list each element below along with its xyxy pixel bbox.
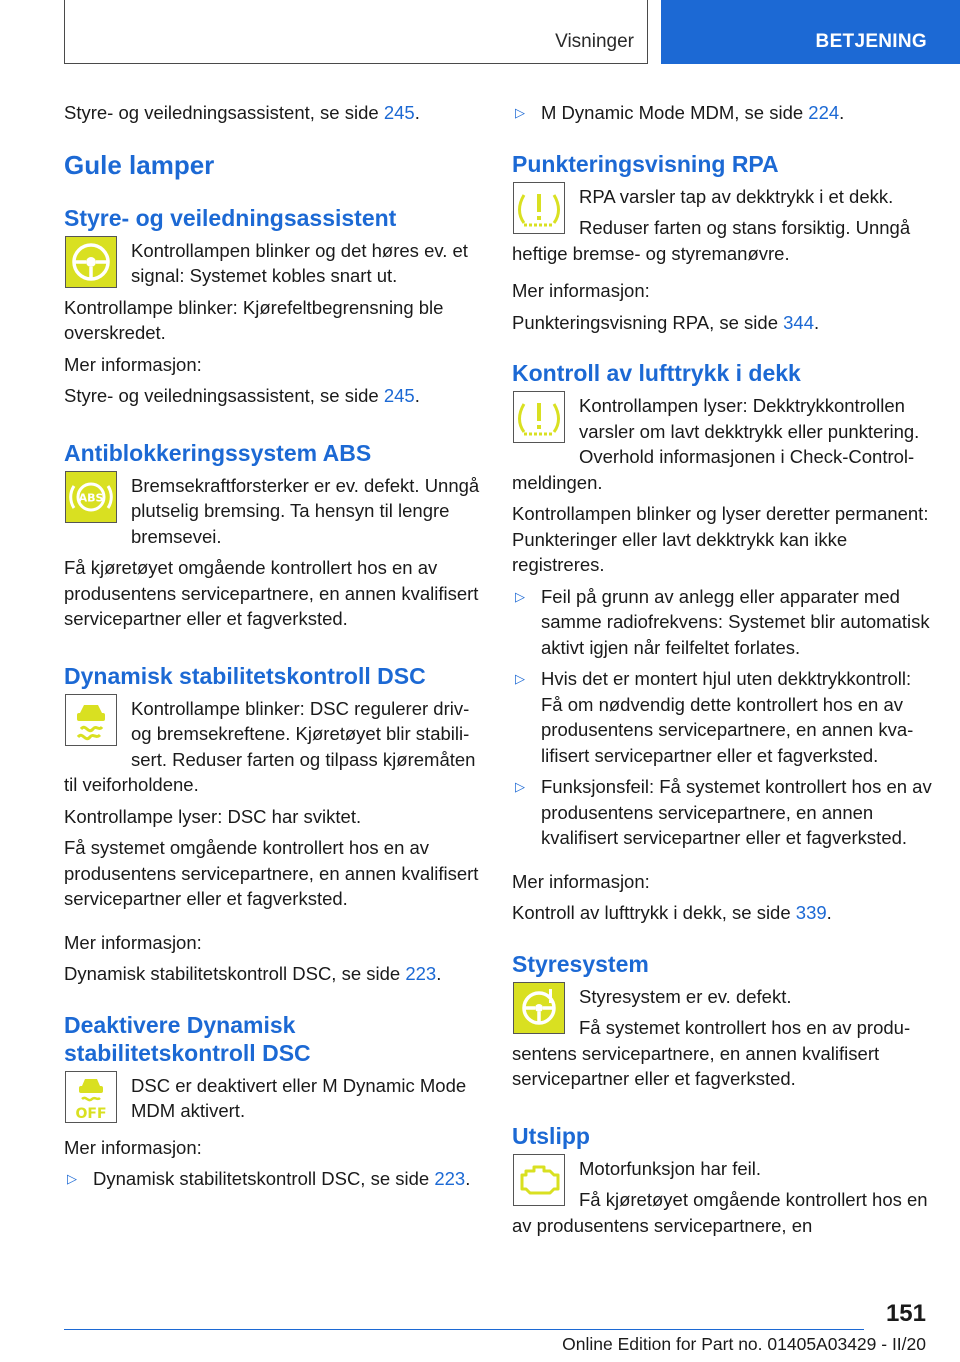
tire-pressure-bullet-2: ▷ Hvis det er montert hjul uten dekktrykkontroll: Få om nødvendig dette kontrollert hos en av produsentens servicepartnere, en annen kvalifisert servicepartner eller et fagverksted. xyxy=(515,668,914,766)
tire-pressure-page-link[interactable]: 339 xyxy=(795,902,827,923)
heading-emission: Utslipp xyxy=(512,1122,590,1149)
header-chapter-label: BETJENING xyxy=(815,31,927,52)
dsc-off-text-1: DSC er deaktivert eller M Dynamic Mode MDM aktivert. xyxy=(131,1074,467,1121)
bullet-triangle-icon: ▷ xyxy=(515,671,525,686)
header-section-label: Visninger xyxy=(555,31,634,52)
steering-assist-ref: Styre- og veiledningsassistent, se side 245. xyxy=(64,385,420,406)
tire-pressure-text-1: Kontrollampen lyser: Dekktrykkontrollen varsler om lavt dekktrykk eller punktering. Overhold informasjonen i Check-Control-meldingen. xyxy=(512,395,920,493)
svg-text:ABS: ABS xyxy=(78,491,104,504)
left-column xyxy=(64,100,482,1192)
abs-text-1: Bremsekraftforsterker er ev. defekt. Unngå plutselig bremsing. Ta hensyn til lengre bremsevei. xyxy=(131,474,480,547)
tire-pressure-bullet-3: ▷ Funksjonsfeil: Få systemet kontrollert hos en av produsentens servicepartnere, en annen kvalifisert servicepartner eller et fagverksted. xyxy=(515,776,932,848)
bullet-triangle-icon: ▷ xyxy=(67,1171,77,1186)
heading-dsc: Dynamisk stabilitetskontroll DSC xyxy=(64,662,426,689)
tire-pressure-ref: Kontroll av lufttrykk i dekk, se side 339. xyxy=(512,902,832,923)
steering-system-text-1: Styresystem er ev. defekt. xyxy=(579,985,792,1007)
mdm-bullet: ▷ M Dynamic Mode MDM, se side 224. xyxy=(512,100,932,126)
rpa-ref: Punkteringsvisning RPA, se side 344. xyxy=(512,311,820,333)
steering-assist-page-link[interactable]: 245 xyxy=(383,385,415,406)
page-number: 151 xyxy=(885,1300,926,1327)
header-section-tab xyxy=(64,0,648,64)
dsc-off-lamp-icon xyxy=(65,1071,117,1123)
bullet-triangle-icon: ▷ xyxy=(515,105,525,120)
mdm-page-link[interactable]: 224 xyxy=(808,102,840,123)
heading-dsc-off: Deaktivere Dynamisk stabilitetskontroll DSC xyxy=(64,1011,311,1066)
heading-steering-system: Styresystem xyxy=(512,950,649,977)
dsc-text-2: Kontrollampe lyser: DSC har sviktet. xyxy=(64,805,362,827)
right-column xyxy=(512,100,932,1238)
dsc-off-bullet: ▷ Dynamisk stabilitetskontroll DSC, se side 223. xyxy=(64,1166,482,1192)
rpa-text-1: RPA varsler tap av dekktrykk i et dekk. xyxy=(579,185,894,207)
steering-assist-more: Mer informasjon: xyxy=(64,353,202,375)
heading-abs: Antiblokkeringssystem ABS xyxy=(64,439,372,466)
steering-assist-text-2: Kontrollampe blinker: Kjørefeltbegrensning ble overskredet. xyxy=(64,296,444,343)
engine-lamp-icon xyxy=(513,1154,565,1206)
tire-pressure-bullet-1: ▷ Feil på grunn av anlegg eller apparater med samme radiofrekvens: Systemet blir automatisk aktivt igjen når feilfeltet forlates. xyxy=(515,585,930,658)
heading-rpa: Punkteringsvisning RPA xyxy=(512,150,779,177)
tire-pressure-lamp-icon xyxy=(513,391,565,443)
dsc-off-more: Mer informasjon: xyxy=(64,1136,202,1158)
emission-text-2: Få kjøretøyet omgående kontrollert hos en av produsentens servicepartnere, en xyxy=(512,1189,928,1236)
intro-page-link[interactable]: 245 xyxy=(383,102,415,123)
tire-pressure-text-2: Kontrollampen blinker og lyser deretter permanent: Punkteringer eller lavt dekktrykk kan ikke registreres. xyxy=(512,503,929,575)
tire-pressure-more: Mer informasjon: xyxy=(512,870,650,892)
intro-ref: Styre- og veiledningsassistent, se side 245. xyxy=(64,102,420,123)
rpa-text-2: Reduser farten og stans forsiktig. Unngå heftige bremse- og styremanøvre. xyxy=(512,217,911,264)
dsc-ref: Dynamisk stabilitetskontroll DSC, se side 223. xyxy=(64,963,442,984)
svg-text:OFF: OFF xyxy=(75,1105,107,1122)
bullet-triangle-icon: ▷ xyxy=(515,779,525,794)
footer-edition: Online Edition for Part no. 01405A03429 - II/20 xyxy=(562,1334,926,1354)
emission-text-1: Motorfunksjon har feil. xyxy=(579,1157,762,1179)
heading-yellow-lamps: Gule lamper xyxy=(64,149,215,180)
steering-system-lamp-icon xyxy=(513,982,565,1034)
dsc-text-1: Kontrollampe blinker: DSC regulerer driv- og bremsekreftene. Kjøretøyet blir stabilisert. Reduser farten og tilpass kjøremåten til veiforholdene. xyxy=(64,697,476,795)
header-chapter-tab xyxy=(661,0,960,64)
abs-lamp-icon xyxy=(65,471,117,523)
rpa-page-link[interactable]: 344 xyxy=(783,311,814,333)
rpa-lamp-icon xyxy=(513,182,565,234)
heading-tire-pressure: Kontroll av lufttrykk i dekk xyxy=(512,360,801,386)
footer-divider xyxy=(64,1329,864,1330)
heading-steering-assist: Styre- og veiledningsassistent xyxy=(64,204,397,231)
steering-assist-lamp-icon xyxy=(65,236,117,288)
dsc-off-page-link[interactable]: 223 xyxy=(434,1168,466,1189)
abs-text-2: Få kjøretøyet omgående kontrollert hos en av produsentens servicepartnere, en annen kvalifisert servicepartner eller et fagverksted. xyxy=(64,557,479,629)
dsc-more: Mer informasjon: xyxy=(64,931,202,953)
rpa-more: Mer informasjon: xyxy=(512,280,650,301)
dsc-text-3: Få systemet omgående kontrollert hos en av produsentens servicepartnere, en annen kvalifisert servicepartner eller et fagverksted. xyxy=(64,837,479,909)
bullet-triangle-icon: ▷ xyxy=(515,588,525,604)
steering-system-text-2: Få systemet kontrollert hos en av produsentens servicepartnere, en annen kvalifisert servicepartner eller et fagverksted. xyxy=(512,1017,911,1089)
dsc-page-link[interactable]: 223 xyxy=(405,963,437,984)
dsc-lamp-icon xyxy=(65,694,117,746)
steering-assist-text-1: Kontrollampen blinker og det høres ev. et signal: Systemet kobles snart ut. xyxy=(131,239,468,286)
